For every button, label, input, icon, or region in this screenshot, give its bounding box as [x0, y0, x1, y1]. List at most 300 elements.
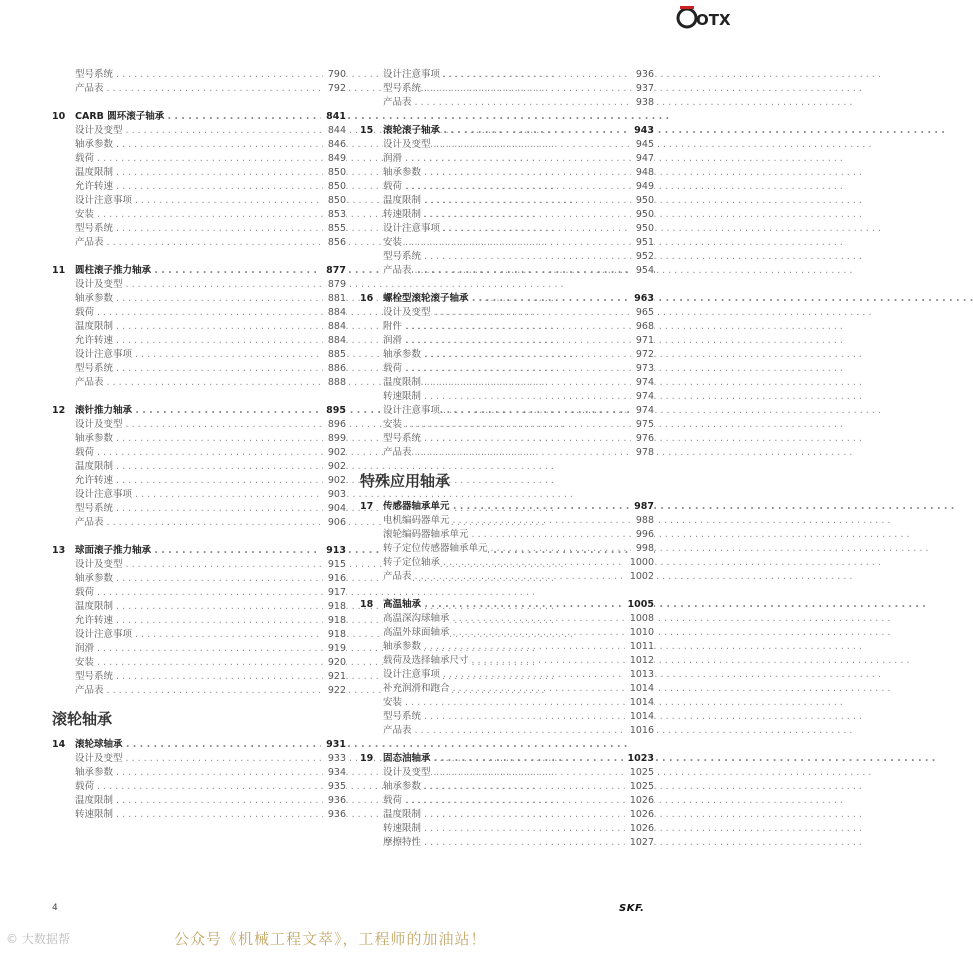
toc-title — [75, 124, 346, 138]
toc-title-text: 型号系统 — [383, 83, 422, 94]
toc-entry — [52, 334, 346, 348]
toc-title — [75, 474, 346, 488]
toc-title-text: 产品表 — [383, 265, 412, 276]
toc-title — [383, 166, 654, 180]
toc-title-text: 设计注意事项 — [75, 629, 133, 640]
toc-entry — [360, 640, 654, 654]
toc-chapter-heading — [52, 110, 346, 124]
toc-page-number: 896 — [323, 418, 346, 432]
section-title: 滚轮轴承 — [52, 710, 113, 728]
toc-title — [383, 836, 654, 850]
toc-title-text: 传感器轴承单元 — [383, 501, 450, 512]
toc-page-number: 902 — [323, 460, 346, 474]
spacer — [360, 110, 654, 124]
toc-title — [383, 376, 654, 390]
chapter-number: 11 — [52, 265, 66, 276]
toc-page-number: 963 — [629, 292, 654, 306]
toc-title — [75, 82, 346, 96]
toc-title — [383, 306, 654, 320]
toc-title — [75, 362, 346, 376]
toc-page-number: 951 — [631, 236, 654, 250]
toc-title — [383, 542, 654, 556]
toc-page-number: 846 — [323, 138, 346, 152]
toc-title-text: 安装 — [383, 237, 403, 248]
toc-page-number: 906 — [323, 516, 346, 530]
toc-title-text: 设计注意事项 — [383, 69, 441, 80]
toc-entry — [360, 432, 654, 446]
toc-entry — [360, 264, 654, 278]
toc-title-text: 设计注意事项 — [75, 349, 133, 360]
toc-entry — [360, 236, 654, 250]
toc-chapter-heading — [360, 500, 654, 514]
toc-entry — [52, 376, 346, 390]
toc-title — [383, 320, 654, 334]
toc-title-text: 转速限制 — [383, 209, 422, 220]
toc-title-text: 滚轮球轴承 — [75, 739, 123, 750]
toc-title — [75, 488, 346, 502]
toc-title — [383, 710, 654, 724]
toc-title — [75, 684, 346, 698]
toc-title-text: 载荷及选择轴承尺寸 — [383, 655, 469, 666]
toc-page-number: 931 — [321, 738, 346, 752]
toc-entry — [52, 794, 346, 808]
toc-entry — [360, 348, 654, 362]
toc-entry — [52, 348, 346, 362]
toc-entry — [360, 514, 654, 528]
toc-title-text: 产品表 — [383, 97, 412, 108]
toc-entry — [52, 558, 346, 572]
toc-title-text: 螺栓型滚轮滚子轴承 — [383, 293, 469, 304]
toc-title-text: 设计及变型 — [75, 125, 123, 136]
toc-page-number: 902 — [323, 446, 346, 460]
chapter-number: 10 — [52, 111, 66, 122]
chapter-number: 13 — [52, 545, 66, 556]
toc-chapter-heading — [52, 738, 346, 752]
toc-page-number: 879 — [323, 278, 346, 292]
toc-title — [75, 738, 346, 752]
toc-title-text: 设计注意事项 — [75, 195, 133, 206]
toc-title — [383, 250, 654, 264]
toc-title — [383, 654, 654, 668]
toc-title — [75, 264, 346, 278]
toc-title — [75, 306, 346, 320]
toc-title — [75, 418, 346, 432]
toc-page-number: 902 — [323, 474, 346, 488]
toc-page-number: 1005 — [623, 598, 654, 612]
toc-title-text: 固态油轴承 — [383, 753, 431, 764]
toc-page-number: 973 — [631, 362, 654, 376]
toc-title — [75, 236, 346, 250]
toc-page-number: 948 — [631, 166, 654, 180]
toc-title — [75, 138, 346, 152]
toc-title — [383, 696, 654, 710]
toc-entry — [52, 292, 346, 306]
toc-title-text: 型号系统 — [75, 503, 114, 514]
toc-entry — [360, 194, 654, 208]
toc-title-text: 温度限制 — [75, 601, 114, 612]
toc-title — [75, 808, 346, 822]
toc-title — [75, 180, 346, 194]
toc-entry — [360, 682, 654, 696]
toc-title-text: 滚轮滚子轴承 — [383, 125, 441, 136]
skf-logo: SKF. — [619, 903, 645, 914]
toc-page-number: 998 — [631, 542, 654, 556]
toc-title — [383, 362, 654, 376]
toc-title — [383, 556, 654, 570]
toc-title — [383, 152, 654, 166]
toc-entry — [360, 528, 654, 542]
toc-chapter-heading — [52, 404, 346, 418]
toc-entry — [360, 166, 654, 180]
toc-title — [75, 516, 346, 530]
toc-entry — [52, 432, 346, 446]
toc-title-text: 设计及变型 — [75, 753, 123, 764]
toc-page-number: 972 — [631, 348, 654, 362]
toc-page-number: 938 — [631, 96, 654, 110]
toc-entry — [52, 278, 346, 292]
toc-title-text: 型号系统 — [75, 363, 114, 374]
toc-page-number: 934 — [323, 766, 346, 780]
toc-page-number: 1008 — [625, 612, 654, 626]
toc-title — [383, 570, 654, 584]
toc-title — [383, 124, 654, 138]
toc-page-number: 1014 — [625, 696, 654, 710]
toc-title-text: 温度限制 — [383, 809, 422, 820]
toc-page-number: 790 — [323, 68, 346, 82]
toc-page-number: 895 — [321, 404, 346, 418]
toc-entry — [360, 250, 654, 264]
toc-page-number: 885 — [323, 348, 346, 362]
toc-title-text: 安装 — [383, 697, 403, 708]
toc-page-number: 935 — [323, 780, 346, 794]
toc-entry — [52, 460, 346, 474]
toc-entry — [360, 68, 654, 82]
toc-title-text: 载荷 — [75, 587, 95, 598]
toc-entry — [52, 166, 346, 180]
toc-page-number: 918 — [323, 628, 346, 642]
toc-title — [383, 808, 654, 822]
toc-title — [383, 222, 654, 236]
toc-title-text: 润滑 — [75, 643, 95, 654]
watermark-left-text: 大数据帮 — [21, 932, 70, 946]
toc-entry — [360, 654, 654, 668]
toc-chapter-heading — [52, 264, 346, 278]
toc-page-number: 1026 — [625, 822, 654, 836]
toc-page-number: 937 — [631, 82, 654, 96]
toc-entry — [52, 306, 346, 320]
toc-title — [383, 138, 654, 152]
toc-title-text: 允许转速 — [75, 475, 114, 486]
section-title: 特殊应用轴承 — [360, 472, 451, 490]
toc-left-column — [52, 68, 346, 822]
toc-title-text: 球面滚子推力轴承 — [75, 545, 152, 556]
toc-entry — [360, 334, 654, 348]
toc-title-text: 转子定位传感器轴承单元 — [383, 543, 488, 554]
toc-entry — [360, 794, 654, 808]
toc-entry — [52, 502, 346, 516]
toc-title-text: 产品表 — [75, 685, 104, 696]
toc-title-text: 高温深沟球轴承 — [383, 613, 450, 624]
toc-page-number: 853 — [323, 208, 346, 222]
toc-title-text: 温度限制 — [75, 167, 114, 178]
toc-page-number: 850 — [323, 166, 346, 180]
toc-page-number: 920 — [323, 656, 346, 670]
weibo-icon: © — [6, 932, 18, 946]
toc-title — [75, 68, 346, 82]
toc-entry — [360, 556, 654, 570]
toc-title-text: 载荷 — [75, 781, 95, 792]
spacer — [360, 278, 654, 292]
toc-page-number: 971 — [631, 334, 654, 348]
toc-title — [383, 180, 654, 194]
toc-entry — [360, 362, 654, 376]
toc-title-text: 轴承参数 — [75, 573, 114, 584]
toc-page-number: 933 — [323, 752, 346, 766]
toc-entry — [52, 488, 346, 502]
toc-title-text: 设计及变型 — [75, 559, 123, 570]
toc-title-text: 温度限制 — [383, 377, 422, 388]
toc-page-number: 1014 — [625, 682, 654, 696]
toc-title-text: 产品表 — [75, 377, 104, 388]
toc-title — [75, 222, 346, 236]
toc-title — [383, 264, 654, 278]
toc-title-text: 载荷 — [75, 153, 95, 164]
toc-entry — [360, 626, 654, 640]
toc-title — [383, 68, 654, 82]
toc-entry — [360, 306, 654, 320]
toc-entry — [52, 124, 346, 138]
toc-title — [383, 514, 654, 528]
toc-page-number: 877 — [321, 264, 346, 278]
toc-page-number: 856 — [323, 236, 346, 250]
toc-chapter-heading — [360, 292, 654, 306]
toc-title-text: 型号系统 — [75, 69, 114, 80]
toc-title-text: 产品表 — [383, 447, 412, 458]
toc-page-number: 918 — [323, 600, 346, 614]
toc-page-number: 936 — [631, 68, 654, 82]
toc-chapter-heading — [52, 544, 346, 558]
toc-title-text: 滚轮编码器轴承单元 — [383, 529, 469, 540]
toc-entry — [52, 180, 346, 194]
toc-title-text: 高温轴承 — [383, 599, 422, 610]
toc-entry — [52, 766, 346, 780]
toc-title-text: 型号系统 — [383, 433, 422, 444]
toc-entry — [360, 82, 654, 96]
toc-title — [75, 766, 346, 780]
toc-title — [75, 292, 346, 306]
toc-title — [383, 682, 654, 696]
toc-entry — [360, 418, 654, 432]
toc-title — [383, 292, 654, 306]
toc-title — [383, 208, 654, 222]
toc-page-number: 976 — [631, 432, 654, 446]
toc-title-text: 圆柱滚子推力轴承 — [75, 265, 152, 276]
toc-entry — [52, 446, 346, 460]
toc-entry — [52, 780, 346, 794]
toc-chapter-heading — [360, 752, 654, 766]
toc-title — [75, 752, 346, 766]
toc-title-text: 产品表 — [383, 725, 412, 736]
toc-entry — [360, 808, 654, 822]
toc-entry — [360, 222, 654, 236]
toc-title-text: 载荷 — [383, 181, 403, 192]
toc-title-text: 型号系统 — [75, 671, 114, 682]
toc-title — [75, 376, 346, 390]
toc-entry — [52, 194, 346, 208]
toc-page-number: 945 — [631, 138, 654, 152]
toc-page-number: 922 — [323, 684, 346, 698]
toc-page-number: 975 — [631, 418, 654, 432]
toc-entry — [52, 320, 346, 334]
toc-title — [383, 390, 654, 404]
toc-title-text: 摩擦特性 — [383, 837, 422, 848]
toc-title — [75, 586, 346, 600]
toc-right-column — [360, 68, 654, 850]
toc-entry — [52, 808, 346, 822]
toc-page-number: 850 — [323, 180, 346, 194]
toc-page-number: 855 — [323, 222, 346, 236]
toc-page-number: 1012 — [625, 654, 654, 668]
spacer — [52, 530, 346, 544]
toc-title-text: 安装 — [75, 657, 95, 668]
toc-entry — [52, 586, 346, 600]
toc-title — [75, 278, 346, 292]
toc-entry — [52, 656, 346, 670]
toc-title-text: 滚针推力轴承 — [75, 405, 133, 416]
toc-title — [75, 656, 346, 670]
toc-page-number: 881 — [323, 292, 346, 306]
toc-page-number: 968 — [631, 320, 654, 334]
toc-title — [75, 614, 346, 628]
toc-title — [383, 640, 654, 654]
chapter-number: 17 — [360, 501, 374, 512]
toc-title-text: 轴承参数 — [75, 139, 114, 150]
toc-title-text: 载荷 — [383, 363, 403, 374]
toc-page-number: 947 — [631, 152, 654, 166]
toc-title-text: 设计注意事项 — [383, 669, 441, 680]
toc-title-text: 产品表 — [383, 571, 412, 582]
toc-page-number: 915 — [323, 558, 346, 572]
toc-entry — [52, 138, 346, 152]
toc-title-text: 轴承参数 — [383, 349, 422, 360]
toc-entry — [52, 684, 346, 698]
toc-title — [383, 794, 654, 808]
toc-entry — [52, 68, 346, 82]
toc-title — [383, 724, 654, 738]
toc-title — [383, 432, 654, 446]
toc-title-text: 安装 — [75, 209, 95, 220]
spacer — [52, 390, 346, 404]
toc-title — [75, 432, 346, 446]
chapter-number: 16 — [360, 293, 374, 304]
toc-page-number: 841 — [321, 110, 346, 124]
toc-title-text: 产品表 — [75, 237, 104, 248]
toc-title-text: 轴承参数 — [75, 433, 114, 444]
toc-entry — [360, 710, 654, 724]
toc-title — [383, 780, 654, 794]
toc-title-text: 高温外球面轴承 — [383, 627, 450, 638]
toc-page-number: 936 — [323, 794, 346, 808]
toc-page-number: 916 — [323, 572, 346, 586]
toc-title — [75, 502, 346, 516]
toc-title-text: 设计及变型 — [383, 767, 431, 778]
toc-title-text: 载荷 — [75, 447, 95, 458]
toc-entry — [360, 180, 654, 194]
toc-entry — [360, 320, 654, 334]
toc-page-number: 884 — [323, 306, 346, 320]
toc-title — [75, 544, 346, 558]
toc-page-number: 1025 — [625, 780, 654, 794]
toc-entry — [52, 752, 346, 766]
toc-title — [383, 82, 654, 96]
toc-title — [75, 642, 346, 656]
toc-title-text: 轴承参数 — [75, 293, 114, 304]
toc-title-text: 型号系统 — [75, 223, 114, 234]
toc-entry — [360, 208, 654, 222]
toc-title — [383, 668, 654, 682]
chapter-number: 14 — [52, 739, 66, 750]
toc-entry — [360, 668, 654, 682]
toc-entry — [360, 138, 654, 152]
toc-page-number: 978 — [631, 446, 654, 460]
toc-title-text: 安装 — [383, 419, 403, 430]
toc-title-text: 转速限制 — [383, 823, 422, 834]
toc-title — [383, 404, 654, 418]
toc-title-text: 设计及变型 — [75, 279, 123, 290]
toc-title — [383, 612, 654, 626]
toc-page-number: 850 — [323, 194, 346, 208]
toc-entry — [360, 390, 654, 404]
toc-title-text: 转速限制 — [383, 391, 422, 402]
toc-title — [383, 418, 654, 432]
toc-title — [383, 500, 654, 514]
toc-page-number: 936 — [323, 808, 346, 822]
toc-title-text: 补充润滑和跑合 — [383, 683, 450, 694]
toc-page-number: 950 — [631, 194, 654, 208]
toc-title-text: 产品表 — [75, 517, 104, 528]
toc-entry — [52, 670, 346, 684]
toc-page-number: 888 — [323, 376, 346, 390]
toc-entry — [52, 628, 346, 642]
toc-title-text: 轴承参数 — [383, 781, 422, 792]
toc-page-number: 844 — [323, 124, 346, 138]
toc-title — [383, 598, 654, 612]
toc-title — [75, 404, 346, 418]
toc-chapter-heading — [360, 598, 654, 612]
toc-entry — [52, 418, 346, 432]
toc-title-text: 温度限制 — [75, 461, 114, 472]
toc-page-number: 1000 — [625, 556, 654, 570]
toc-title-text: 载荷 — [75, 307, 95, 318]
toc-title-text: 允许转速 — [75, 181, 114, 192]
toc-page-number: 987 — [629, 500, 654, 514]
toc-page-number: 918 — [323, 614, 346, 628]
toc-title-text: 电机编码器单元 — [383, 515, 450, 526]
toc-title-text: 设计及变型 — [383, 307, 431, 318]
toc-title-text: 型号系统 — [383, 711, 422, 722]
toc-chapter-heading — [360, 124, 654, 138]
toc-entry — [360, 404, 654, 418]
chapter-number: 12 — [52, 405, 66, 416]
toc-page-number: 1010 — [625, 626, 654, 640]
toc-entry — [52, 82, 346, 96]
toc-title-text: 允许转速 — [75, 615, 114, 626]
toc-title-text: 设计注意事项 — [75, 489, 133, 500]
toc-title-text: 转子定位轴承 — [383, 557, 441, 568]
page-number: 4 — [52, 903, 58, 913]
toc-page-number: 919 — [323, 642, 346, 656]
spacer — [360, 584, 654, 598]
